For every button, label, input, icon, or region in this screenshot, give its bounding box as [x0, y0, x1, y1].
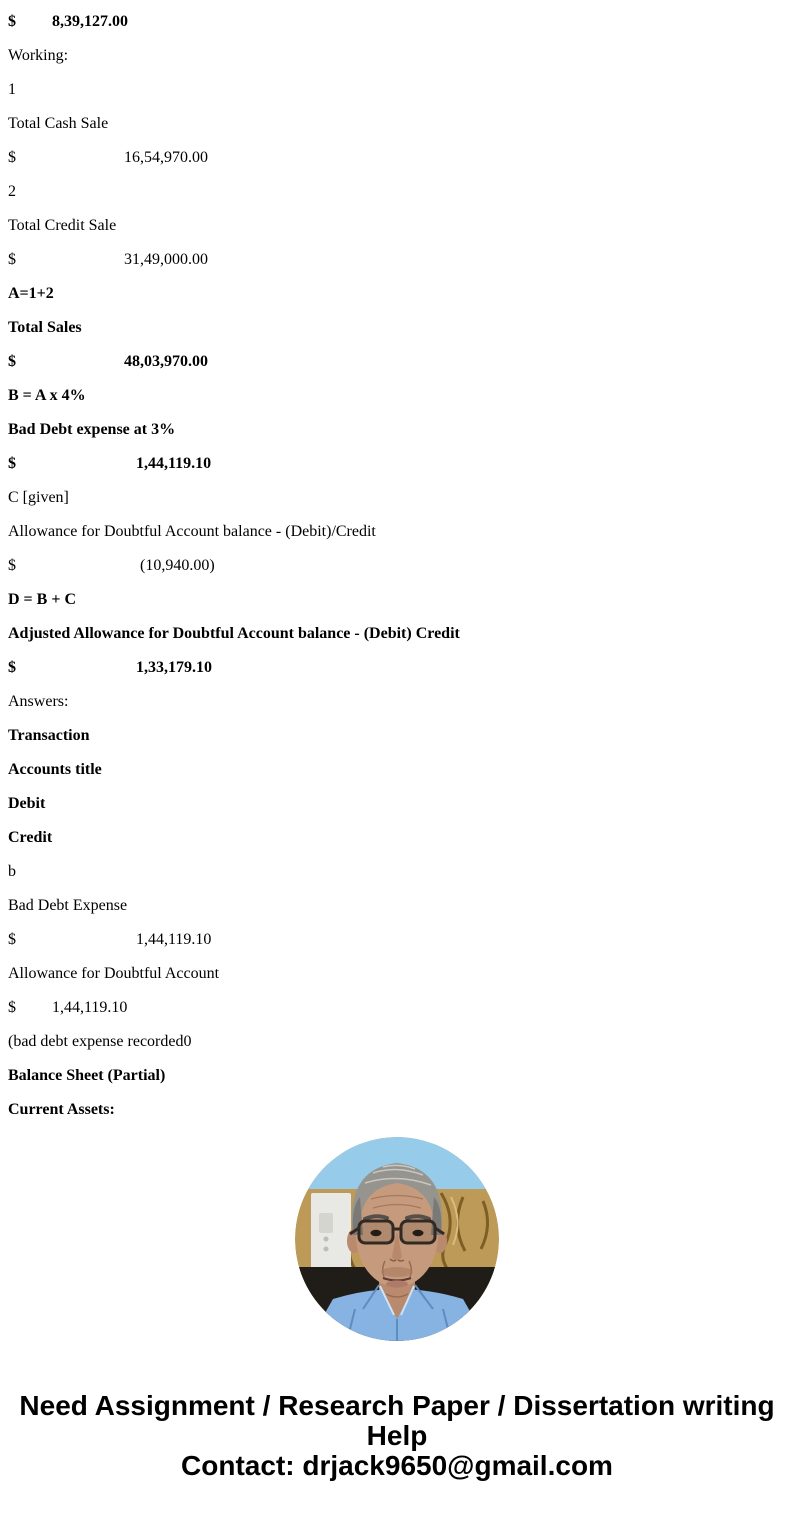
profile-photo-container [8, 1137, 786, 1341]
document-line: $ 31,49,000.00 [8, 251, 208, 268]
document-line: Balance Sheet (Partial) [8, 1067, 166, 1084]
document-line: Accounts title [8, 761, 102, 778]
document-line: $ 8,39,127.00 [8, 13, 128, 30]
document-line: Total Sales [8, 319, 82, 336]
document-line: Transaction [8, 727, 90, 744]
document-line: (bad debt expense recorded0 [8, 1033, 192, 1050]
footer-heading: Need Assignment / Research Paper / Dissertation writing Help [19, 1390, 775, 1451]
document-line: Working: [8, 47, 69, 64]
document-line: Adjusted Allowance for Doubtful Account balance - (Debit) Credit [8, 625, 460, 642]
profile-photo [295, 1137, 499, 1341]
document-line: B = A x 4% [8, 387, 86, 404]
document-line: Answers: [8, 693, 69, 710]
document-line: $ 1,33,179.10 [8, 659, 212, 676]
document-line: Credit [8, 829, 53, 846]
document-line: Bad Debt expense at 3% [8, 421, 176, 438]
document-line: C [given] [8, 489, 69, 506]
document-line: Allowance for Doubtful Account [8, 965, 220, 982]
worksheet-lines [8, 12, 786, 1119]
footer-contact-email: Contact: drjack9650@gmail.com [181, 1450, 613, 1481]
document-line: Debit [8, 795, 46, 812]
document-line: 2 [8, 183, 16, 200]
document-line: $ (10,940.00) [8, 557, 215, 574]
document-line: Allowance for Doubtful Account balance - (Debit)/Credit [8, 523, 376, 540]
document-line: b [8, 863, 16, 880]
document-line: $ 1,44,119.10 [8, 999, 128, 1016]
document-line: D = B + C [8, 591, 77, 608]
document-line: Bad Debt Expense [8, 897, 128, 914]
document-line: Current Assets: [8, 1101, 115, 1118]
document-line: $ 1,44,119.10 [8, 455, 212, 472]
document-line: Total Credit Sale [8, 217, 117, 234]
document-line: Total Cash Sale [8, 115, 109, 132]
document-line: A=1+2 [8, 285, 54, 302]
document-line: 1 [8, 81, 16, 98]
document-line: $ 48,03,970.00 [8, 353, 208, 370]
document-line: $ 16,54,970.00 [8, 149, 208, 166]
document-line: $ 1,44,119.10 [8, 931, 212, 948]
footer-banner [8, 1391, 786, 1481]
